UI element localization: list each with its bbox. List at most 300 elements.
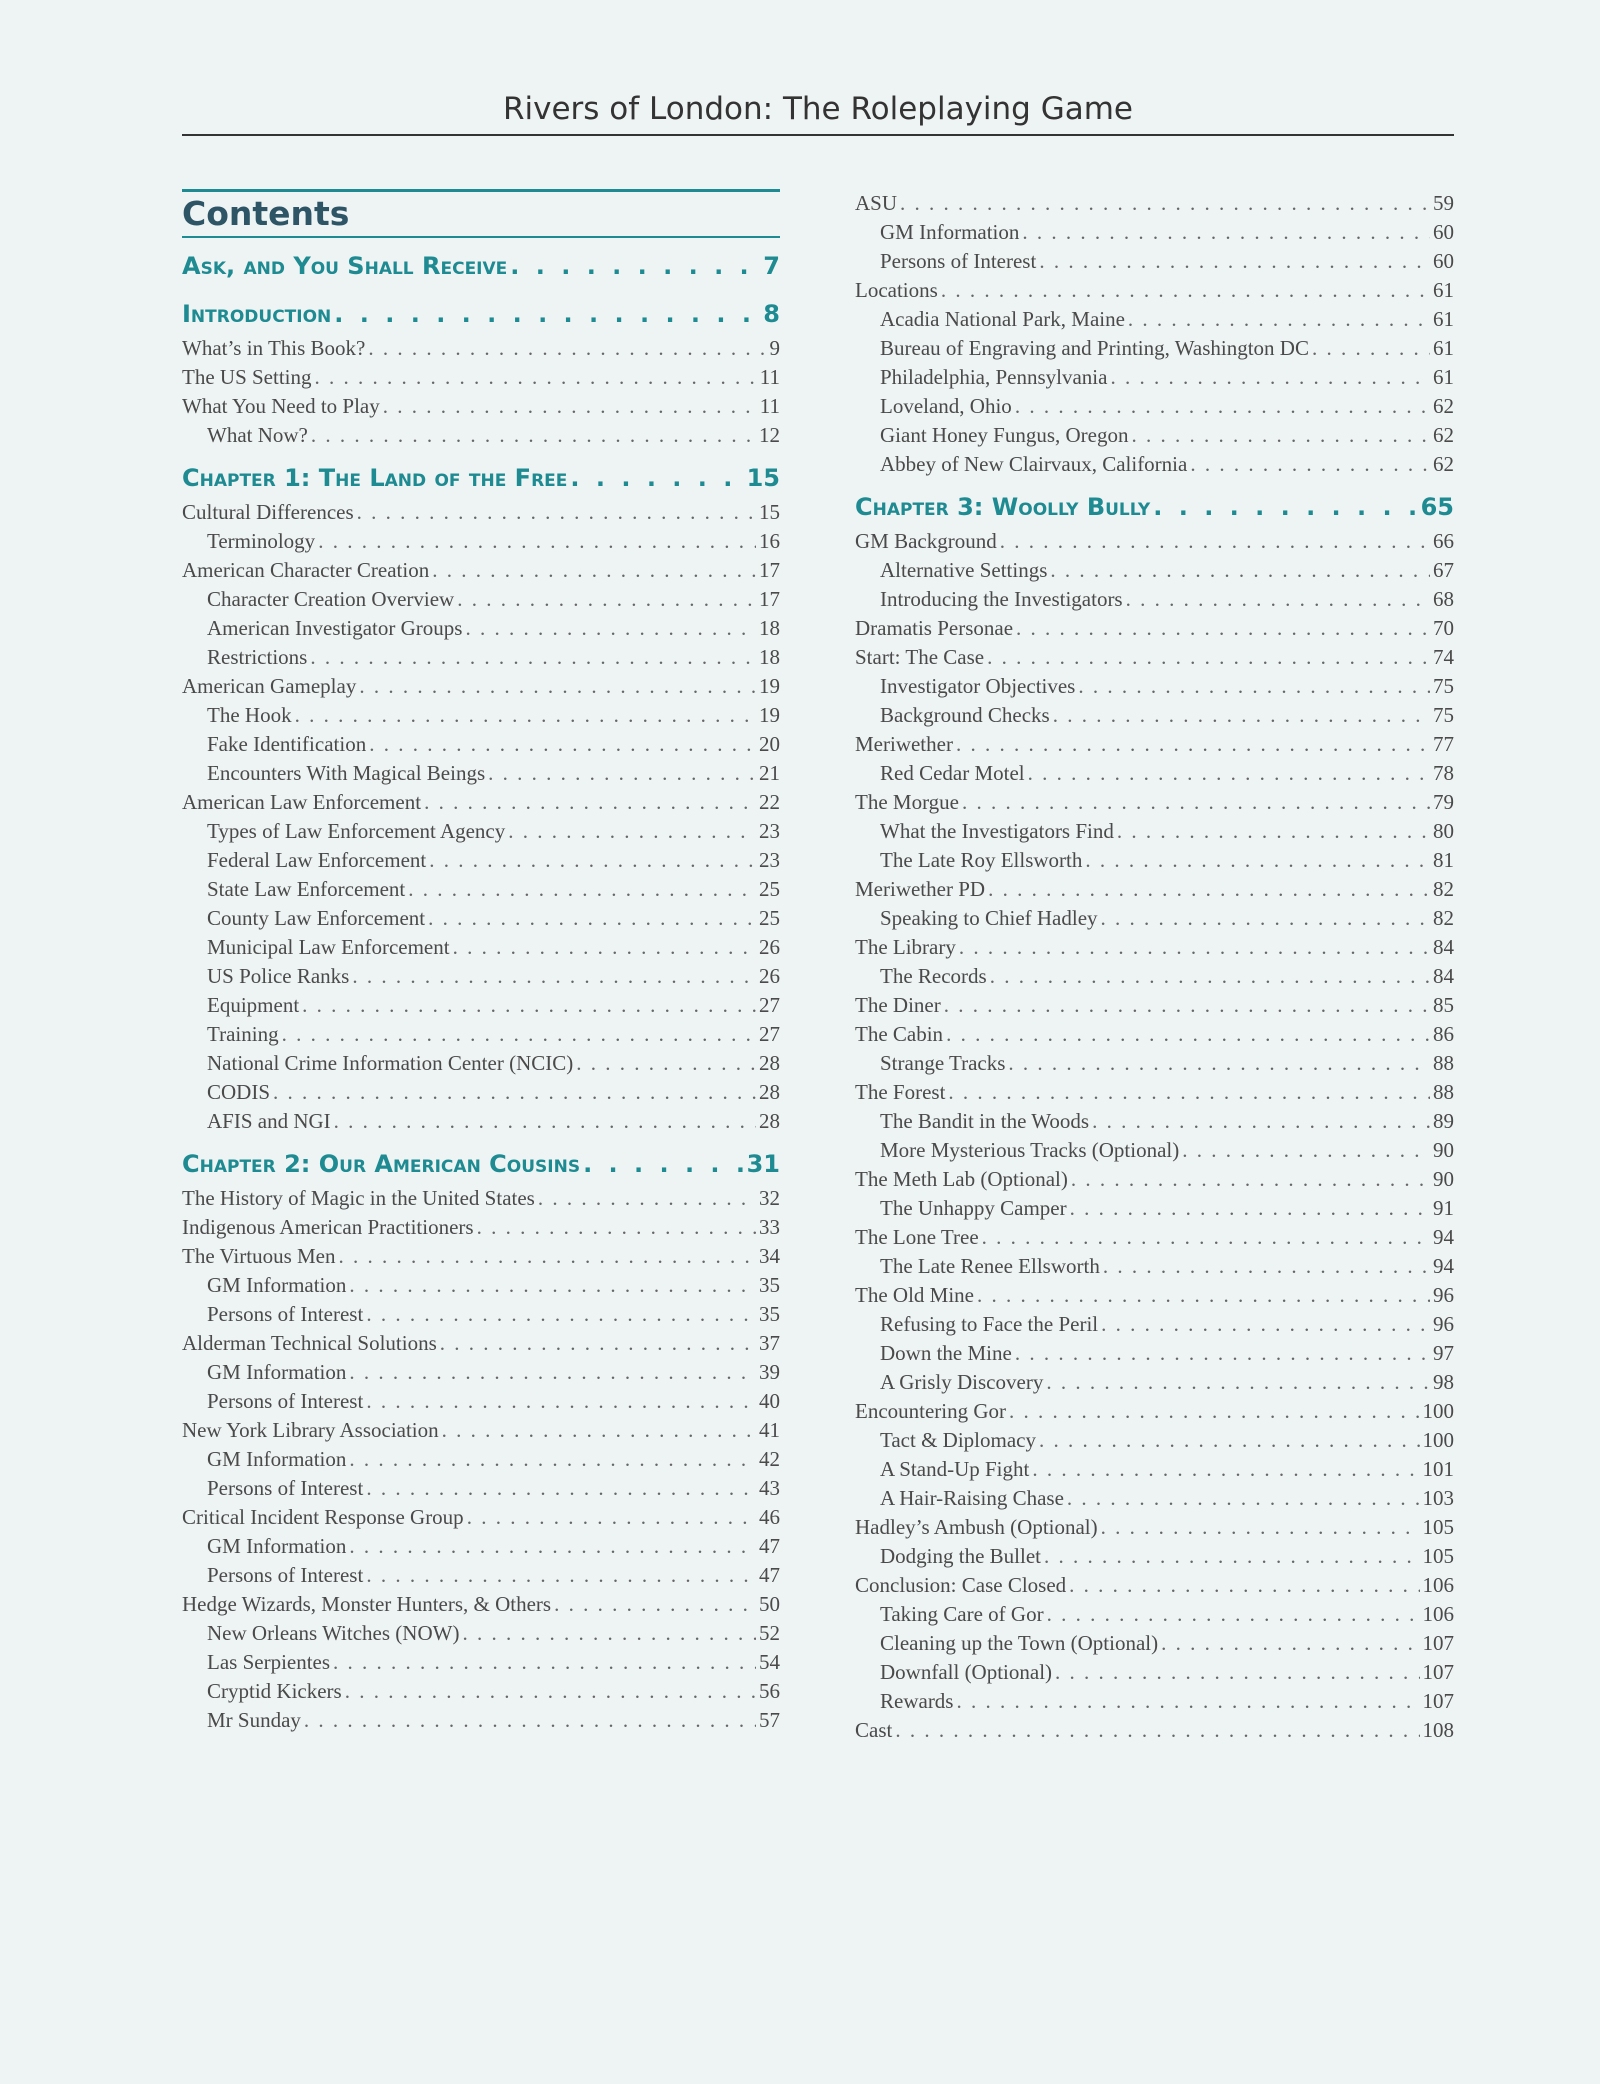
- toc-entry[interactable]: [855, 334, 1454, 363]
- toc-page-number: 61: [1433, 365, 1454, 389]
- toc-entry[interactable]: [182, 614, 780, 643]
- toc-entry-title: American Character Creation: [182, 558, 430, 582]
- toc-entry-title: The Morgue: [855, 790, 960, 814]
- toc-page-number: 84: [1433, 964, 1454, 988]
- toc-entry[interactable]: [855, 1426, 1454, 1455]
- toc-page-number: 86: [1433, 1022, 1454, 1046]
- dot-leader: [1067, 1484, 1420, 1513]
- toc-page-number: 61: [1433, 307, 1454, 331]
- toc-page-number: 78: [1433, 761, 1454, 785]
- toc-entry[interactable]: [855, 730, 1454, 759]
- toc-entry[interactable]: [182, 1532, 780, 1561]
- toc-entry[interactable]: [182, 1619, 780, 1648]
- toc-entry[interactable]: [855, 1716, 1454, 1745]
- dot-leader: [948, 1078, 1430, 1107]
- toc-entry[interactable]: [182, 1445, 780, 1474]
- toc-entry[interactable]: [182, 991, 780, 1020]
- dot-leader: [273, 1078, 756, 1107]
- toc-page-number: 20: [759, 732, 780, 756]
- toc-entry[interactable]: [855, 1484, 1454, 1513]
- toc-page-number: 94: [1433, 1225, 1454, 1249]
- dot-leader: [304, 1706, 756, 1735]
- toc-entry[interactable]: [855, 450, 1454, 479]
- toc-entry-title: Meriwether PD: [855, 877, 986, 901]
- toc-entry-title: Encounters With Magical Beings: [207, 761, 486, 785]
- dot-leader: [1128, 305, 1430, 334]
- dot-leader: [295, 701, 756, 730]
- dot-leader: [369, 730, 756, 759]
- dot-leader: [1050, 556, 1430, 585]
- toc-entry-title: County Law Enforcement: [207, 906, 426, 930]
- toc-entry[interactable]: [855, 875, 1454, 904]
- toc-entry[interactable]: [182, 421, 780, 450]
- toc-entry-title: Alternative Settings: [880, 558, 1048, 582]
- dot-leader: [987, 643, 1430, 672]
- toc-entry-title: More Mysterious Tracks (Optional): [880, 1138, 1180, 1162]
- dot-leader: [510, 246, 760, 286]
- toc-entry-title: The US Setting: [182, 365, 312, 389]
- toc-entry[interactable]: [182, 527, 780, 556]
- toc-page-number: 82: [1433, 877, 1454, 901]
- dot-leader: [1117, 817, 1430, 846]
- dot-leader: [1028, 759, 1430, 788]
- dot-leader: [349, 1358, 756, 1387]
- toc-entry[interactable]: [855, 1513, 1454, 1542]
- toc-page-number: 75: [1433, 703, 1454, 727]
- toc-entry[interactable]: [855, 189, 1454, 218]
- toc-entry[interactable]: [855, 276, 1454, 305]
- toc-entry[interactable]: [855, 556, 1454, 585]
- toc-entry-title: AFIS and NGI: [207, 1109, 331, 1133]
- toc-page-number: 106: [1422, 1602, 1454, 1626]
- toc-entry-title: What the Investigators Find: [880, 819, 1114, 843]
- dot-leader: [944, 991, 1430, 1020]
- toc-page-number: 57: [759, 1708, 780, 1732]
- toc-entry[interactable]: [182, 498, 780, 527]
- toc-page-number: 11: [759, 365, 780, 389]
- toc-entry-title: Conclusion: Case Closed: [855, 1573, 1067, 1597]
- toc-entry[interactable]: [182, 1049, 780, 1078]
- toc-page-number: 25: [759, 906, 780, 930]
- toc-entry[interactable]: [855, 614, 1454, 643]
- page-header: [182, 88, 1454, 136]
- toc-page-number: 91: [1433, 1196, 1454, 1220]
- toc-page-number: 52: [759, 1621, 780, 1645]
- toc-entry-title: Down the Mine: [880, 1341, 1012, 1365]
- toc-entry-title: The Forest: [855, 1080, 946, 1104]
- toc-entry[interactable]: [182, 1590, 780, 1619]
- dot-leader: [1047, 1600, 1420, 1629]
- toc-entry-title: Fake Identification: [207, 732, 367, 756]
- dot-leader: [366, 1387, 756, 1416]
- toc-entry-title: Dramatis Personae: [855, 616, 1014, 640]
- toc-entry-title: The Bandit in the Woods: [880, 1109, 1090, 1133]
- toc-entry[interactable]: [855, 1397, 1454, 1426]
- toc-entry[interactable]: [182, 730, 780, 759]
- toc-page-number: 62: [1433, 452, 1454, 476]
- toc-page-number: 19: [759, 674, 780, 698]
- dot-leader: [1053, 701, 1430, 730]
- toc-page-number: 59: [1433, 191, 1454, 215]
- toc-entry-title: Chapter 1: The Land of the Free: [182, 464, 568, 492]
- toc-page-number: 88: [1433, 1051, 1454, 1075]
- toc-page-number: 65: [1420, 493, 1454, 521]
- dot-leader: [428, 904, 756, 933]
- toc-entry[interactable]: [855, 1194, 1454, 1223]
- toc-entry[interactable]: [182, 1078, 780, 1107]
- toc-entry-title: Chapter 3: Woolly Bully: [855, 493, 1151, 521]
- toc-entry[interactable]: [855, 991, 1454, 1020]
- toc-entry[interactable]: [855, 1107, 1454, 1136]
- dot-leader: [1016, 614, 1430, 643]
- toc-page-number: 35: [759, 1273, 780, 1297]
- dot-leader: [576, 1049, 756, 1078]
- toc-entry-title: The Old Mine: [855, 1283, 974, 1307]
- toc-entry[interactable]: [855, 1629, 1454, 1658]
- toc-entry-title: Acadia National Park, Maine: [880, 307, 1125, 331]
- dot-leader: [1015, 1339, 1430, 1368]
- toc-page-number: 107: [1422, 1660, 1454, 1684]
- toc-entry[interactable]: [182, 875, 780, 904]
- dot-leader: [508, 817, 756, 846]
- toc-page-number: 27: [759, 993, 780, 1017]
- dot-leader: [977, 1281, 1430, 1310]
- toc-entry[interactable]: [855, 1078, 1454, 1107]
- toc-entry[interactable]: [855, 585, 1454, 614]
- dot-leader: [1101, 1513, 1420, 1542]
- toc-page-number: 28: [759, 1109, 780, 1133]
- toc-entry-title: A Hair-Raising Chase: [880, 1486, 1064, 1510]
- toc-entry-title: Encountering Gor: [855, 1399, 1007, 1423]
- toc-page-number: 54: [759, 1650, 780, 1674]
- toc-page-number: 16: [759, 529, 780, 553]
- toc-page-number: 15: [746, 464, 780, 492]
- toc-entry[interactable]: [855, 218, 1454, 247]
- contents-heading: Contents: [182, 189, 780, 238]
- toc-entry-title: Cultural Differences: [182, 500, 354, 524]
- toc-entry[interactable]: [182, 334, 780, 363]
- toc-entry[interactable]: [855, 643, 1454, 672]
- toc-entry[interactable]: [855, 846, 1454, 875]
- toc-page-number: 46: [759, 1505, 780, 1529]
- toc-entry[interactable]: [182, 701, 780, 730]
- toc-entry[interactable]: [182, 643, 780, 672]
- toc-entry[interactable]: [855, 933, 1454, 962]
- dot-leader: [1071, 1165, 1430, 1194]
- toc-entry[interactable]: [182, 846, 780, 875]
- toc-page-number: 40: [759, 1389, 780, 1413]
- dot-leader: [352, 962, 756, 991]
- toc-entry[interactable]: [182, 759, 780, 788]
- toc-entry-title: Persons of Interest: [207, 1302, 364, 1326]
- dot-leader: [349, 1532, 756, 1561]
- toc-page-number: 88: [1433, 1080, 1454, 1104]
- toc-entry[interactable]: [182, 1213, 780, 1242]
- toc-entry-title: American Law Enforcement: [182, 790, 422, 814]
- toc-entry[interactable]: [855, 1368, 1454, 1397]
- toc-entry[interactable]: [855, 759, 1454, 788]
- toc-entry-title: Abbey of New Clairvaux, California: [880, 452, 1188, 476]
- toc-entry[interactable]: [182, 1648, 780, 1677]
- toc-entry-title: Background Checks: [880, 703, 1050, 727]
- dot-leader: [442, 1416, 756, 1445]
- toc-page-number: 47: [759, 1563, 780, 1587]
- toc-page-number: 79: [1433, 790, 1454, 814]
- toc-entry[interactable]: [182, 962, 780, 991]
- toc-entry[interactable]: [182, 556, 780, 585]
- toc-entry-title: Red Cedar Motel: [880, 761, 1025, 785]
- toc-chapter-entry[interactable]: [182, 458, 780, 498]
- toc-entry[interactable]: [855, 904, 1454, 933]
- toc-page-number: 60: [1433, 249, 1454, 273]
- toc-page-number: 98: [1433, 1370, 1454, 1394]
- toc-entry[interactable]: [855, 1339, 1454, 1368]
- toc-page-number: 35: [759, 1302, 780, 1326]
- toc-chapter-entry[interactable]: [182, 294, 780, 334]
- toc-entry-title: New York Library Association: [182, 1418, 439, 1442]
- toc-entry-title: GM Information: [207, 1360, 347, 1384]
- dot-leader: [334, 294, 760, 334]
- toc-chapter-entry[interactable]: [855, 487, 1454, 527]
- toc-entry[interactable]: [855, 1542, 1454, 1571]
- toc-left-column: [182, 186, 780, 1735]
- toc-entry-title: Municipal Law Enforcement: [207, 935, 450, 959]
- toc-page-number: 18: [759, 616, 780, 640]
- dot-leader: [1190, 450, 1430, 479]
- toc-entry[interactable]: [182, 1561, 780, 1590]
- toc-entry-title: Locations: [855, 278, 938, 302]
- toc-entry[interactable]: [855, 1455, 1454, 1484]
- toc-page-number: 101: [1422, 1457, 1454, 1481]
- dot-leader: [900, 189, 1430, 218]
- toc-entry[interactable]: [182, 1706, 780, 1735]
- toc-entry[interactable]: [182, 1677, 780, 1706]
- toc-entry[interactable]: [855, 247, 1454, 276]
- toc-entry[interactable]: [182, 392, 780, 421]
- dot-leader: [956, 730, 1430, 759]
- dot-leader: [570, 458, 743, 498]
- dot-leader: [1103, 1252, 1430, 1281]
- toc-entry[interactable]: [182, 1300, 780, 1329]
- toc-entry-title: What You Need to Play: [182, 394, 380, 418]
- toc-entry-title: What Now?: [207, 423, 308, 447]
- toc-entry[interactable]: [855, 962, 1454, 991]
- toc-entry-title: Hedge Wizards, Monster Hunters, & Others: [182, 1592, 552, 1616]
- dot-leader: [467, 1503, 756, 1532]
- toc-entry[interactable]: [855, 1165, 1454, 1194]
- toc-entry-title: GM Information: [880, 220, 1020, 244]
- toc-page-number: 74: [1433, 645, 1454, 669]
- toc-entry[interactable]: [182, 1474, 780, 1503]
- dot-leader: [554, 1590, 756, 1619]
- toc-entry[interactable]: [855, 1281, 1454, 1310]
- toc-page-number: 11: [759, 394, 780, 418]
- toc-page-number: 37: [759, 1331, 780, 1355]
- dot-leader: [311, 421, 756, 450]
- toc-entry[interactable]: [182, 1271, 780, 1300]
- toc-entry[interactable]: [855, 305, 1454, 334]
- toc-entry[interactable]: [855, 701, 1454, 730]
- toc-entry-title: Bureau of Engraving and Printing, Washington DC: [880, 336, 1309, 360]
- toc-page-number: 15: [759, 500, 780, 524]
- toc-entry-title: GM Background: [855, 529, 997, 553]
- toc-entry-title: The Library: [855, 935, 956, 959]
- dot-leader: [334, 1107, 756, 1136]
- toc-entry-title: Types of Law Enforcement Agency: [207, 819, 506, 843]
- toc-page-number: 61: [1433, 336, 1454, 360]
- dot-leader: [432, 556, 756, 585]
- toc-page-number: 34: [759, 1244, 780, 1268]
- toc-chapter-entry[interactable]: [182, 246, 780, 286]
- toc-page-number: 107: [1422, 1689, 1454, 1713]
- toc-entry-title: GM Information: [207, 1273, 347, 1297]
- dot-leader: [583, 1144, 744, 1184]
- dot-leader: [1022, 218, 1430, 247]
- dot-leader: [349, 1445, 756, 1474]
- toc-entry[interactable]: [182, 1107, 780, 1136]
- dot-leader: [988, 875, 1430, 904]
- toc-entry-title: Indigenous American Practitioners: [182, 1215, 474, 1239]
- toc-entry[interactable]: [855, 1136, 1454, 1165]
- dot-leader: [359, 672, 756, 701]
- toc-page-number: 68: [1433, 587, 1454, 611]
- toc-entry-title: ASU: [855, 191, 898, 215]
- toc-page-number: 105: [1422, 1544, 1454, 1568]
- toc-page-number: 96: [1433, 1283, 1454, 1307]
- toc-entry-title: Taking Care of Gor: [880, 1602, 1044, 1626]
- toc-entry[interactable]: [182, 585, 780, 614]
- toc-page-number: 61: [1433, 278, 1454, 302]
- toc-entry[interactable]: [855, 1687, 1454, 1716]
- toc-entry-title: Strange Tracks: [880, 1051, 1006, 1075]
- toc-page-number: 94: [1433, 1254, 1454, 1278]
- toc-entry-title: The Unhappy Camper: [880, 1196, 1067, 1220]
- dot-leader: [959, 933, 1430, 962]
- toc-entry[interactable]: [182, 788, 780, 817]
- dot-leader: [429, 846, 756, 875]
- toc-entry-title: The Late Roy Ellsworth: [880, 848, 1083, 872]
- toc-entry-title: Character Creation Overview: [207, 587, 455, 611]
- dot-leader: [1161, 1629, 1419, 1658]
- toc-page-number: 108: [1422, 1718, 1454, 1742]
- dot-leader: [1039, 1426, 1420, 1455]
- dot-leader: [962, 788, 1430, 817]
- dot-leader: [1039, 247, 1430, 276]
- toc-entry-title: Las Serpientes: [207, 1650, 331, 1674]
- toc-entry-title: State Law Enforcement: [207, 877, 406, 901]
- dot-leader: [440, 1329, 756, 1358]
- dot-leader: [895, 1716, 1419, 1745]
- toc-entry[interactable]: [182, 1503, 780, 1532]
- dot-leader: [1092, 1107, 1430, 1136]
- toc-entry[interactable]: [182, 1358, 780, 1387]
- toc-entry[interactable]: [182, 1242, 780, 1271]
- toc-entry[interactable]: [855, 1600, 1454, 1629]
- toc-entry[interactable]: [182, 1387, 780, 1416]
- toc-list-right: [855, 189, 1454, 1745]
- toc-entry[interactable]: [182, 1184, 780, 1213]
- toc-entry-title: Equipment: [207, 993, 300, 1017]
- dot-leader: [1131, 421, 1430, 450]
- toc-entry[interactable]: [182, 1329, 780, 1358]
- toc-entry[interactable]: [855, 1049, 1454, 1078]
- toc-chapter-entry[interactable]: [182, 1144, 780, 1184]
- toc-entry-title: Persons of Interest: [207, 1563, 364, 1587]
- toc-page-number: 47: [759, 1534, 780, 1558]
- toc-entry[interactable]: [855, 1223, 1454, 1252]
- toc-entry[interactable]: [855, 392, 1454, 421]
- toc-entry[interactable]: [855, 788, 1454, 817]
- toc-entry-title: Persons of Interest: [207, 1476, 364, 1500]
- toc-page-number: 70: [1433, 616, 1454, 640]
- dot-leader: [1044, 1542, 1420, 1571]
- dot-leader: [349, 1271, 756, 1300]
- toc-page-number: 62: [1433, 423, 1454, 447]
- toc-entry[interactable]: [182, 672, 780, 701]
- toc-entry-title: The Records: [880, 964, 987, 988]
- dot-leader: [408, 875, 756, 904]
- dot-leader: [282, 1020, 756, 1049]
- toc-entry-title: Dodging the Bullet: [880, 1544, 1041, 1568]
- toc-entry-title: Persons of Interest: [207, 1389, 364, 1413]
- toc-entry[interactable]: [182, 363, 780, 392]
- toc-entry[interactable]: [182, 904, 780, 933]
- toc-entry-title: American Investigator Groups: [207, 616, 463, 640]
- dot-leader: [1032, 1455, 1419, 1484]
- toc-entry[interactable]: [182, 1020, 780, 1049]
- toc-entry-title: The Lone Tree: [855, 1225, 979, 1249]
- toc-page-number: 39: [759, 1360, 780, 1384]
- toc-entry-title: GM Information: [207, 1534, 347, 1558]
- toc-entry[interactable]: [855, 363, 1454, 392]
- dot-leader: [1085, 846, 1430, 875]
- toc-page-number: 107: [1422, 1631, 1454, 1655]
- dot-leader: [1046, 1368, 1430, 1397]
- toc-entry-title: The Meth Lab (Optional): [855, 1167, 1068, 1191]
- dot-leader: [1182, 1136, 1430, 1165]
- dot-leader: [1126, 585, 1430, 614]
- toc-entry-title: Alderman Technical Solutions: [182, 1331, 437, 1355]
- book-title: Rivers of London: The Roleplaying Game: [502, 91, 1133, 127]
- dot-leader: [1153, 487, 1417, 527]
- toc-page-number: 28: [759, 1051, 780, 1075]
- toc-entry[interactable]: [182, 1416, 780, 1445]
- toc-page-number: 84: [1433, 935, 1454, 959]
- toc-entry[interactable]: [855, 1252, 1454, 1281]
- toc-entry-title: What’s in This Book?: [182, 336, 366, 360]
- toc-page-number: 7: [763, 252, 780, 280]
- toc-entry[interactable]: [855, 1020, 1454, 1049]
- toc-entry[interactable]: [855, 817, 1454, 846]
- toc-entry[interactable]: [855, 421, 1454, 450]
- toc-page-number: 19: [759, 703, 780, 727]
- toc-entry[interactable]: [855, 672, 1454, 701]
- toc-entry-title: The Late Renee Ellsworth: [880, 1254, 1100, 1278]
- toc-entry[interactable]: [182, 817, 780, 846]
- toc-entry[interactable]: [855, 1658, 1454, 1687]
- toc-entry[interactable]: [855, 1310, 1454, 1339]
- toc-entry[interactable]: [182, 933, 780, 962]
- toc-page-number: 100: [1422, 1428, 1454, 1452]
- toc-entry-title: Loveland, Ohio: [880, 394, 1012, 418]
- toc-page-number: 21: [759, 761, 780, 785]
- toc-entry-title: Cast: [855, 1718, 893, 1742]
- toc-entry[interactable]: [855, 1571, 1454, 1600]
- toc-entry[interactable]: [855, 527, 1454, 556]
- toc-entry-title: The Hook: [207, 703, 292, 727]
- dot-leader: [462, 1619, 756, 1648]
- toc-page-number: 12: [759, 423, 780, 447]
